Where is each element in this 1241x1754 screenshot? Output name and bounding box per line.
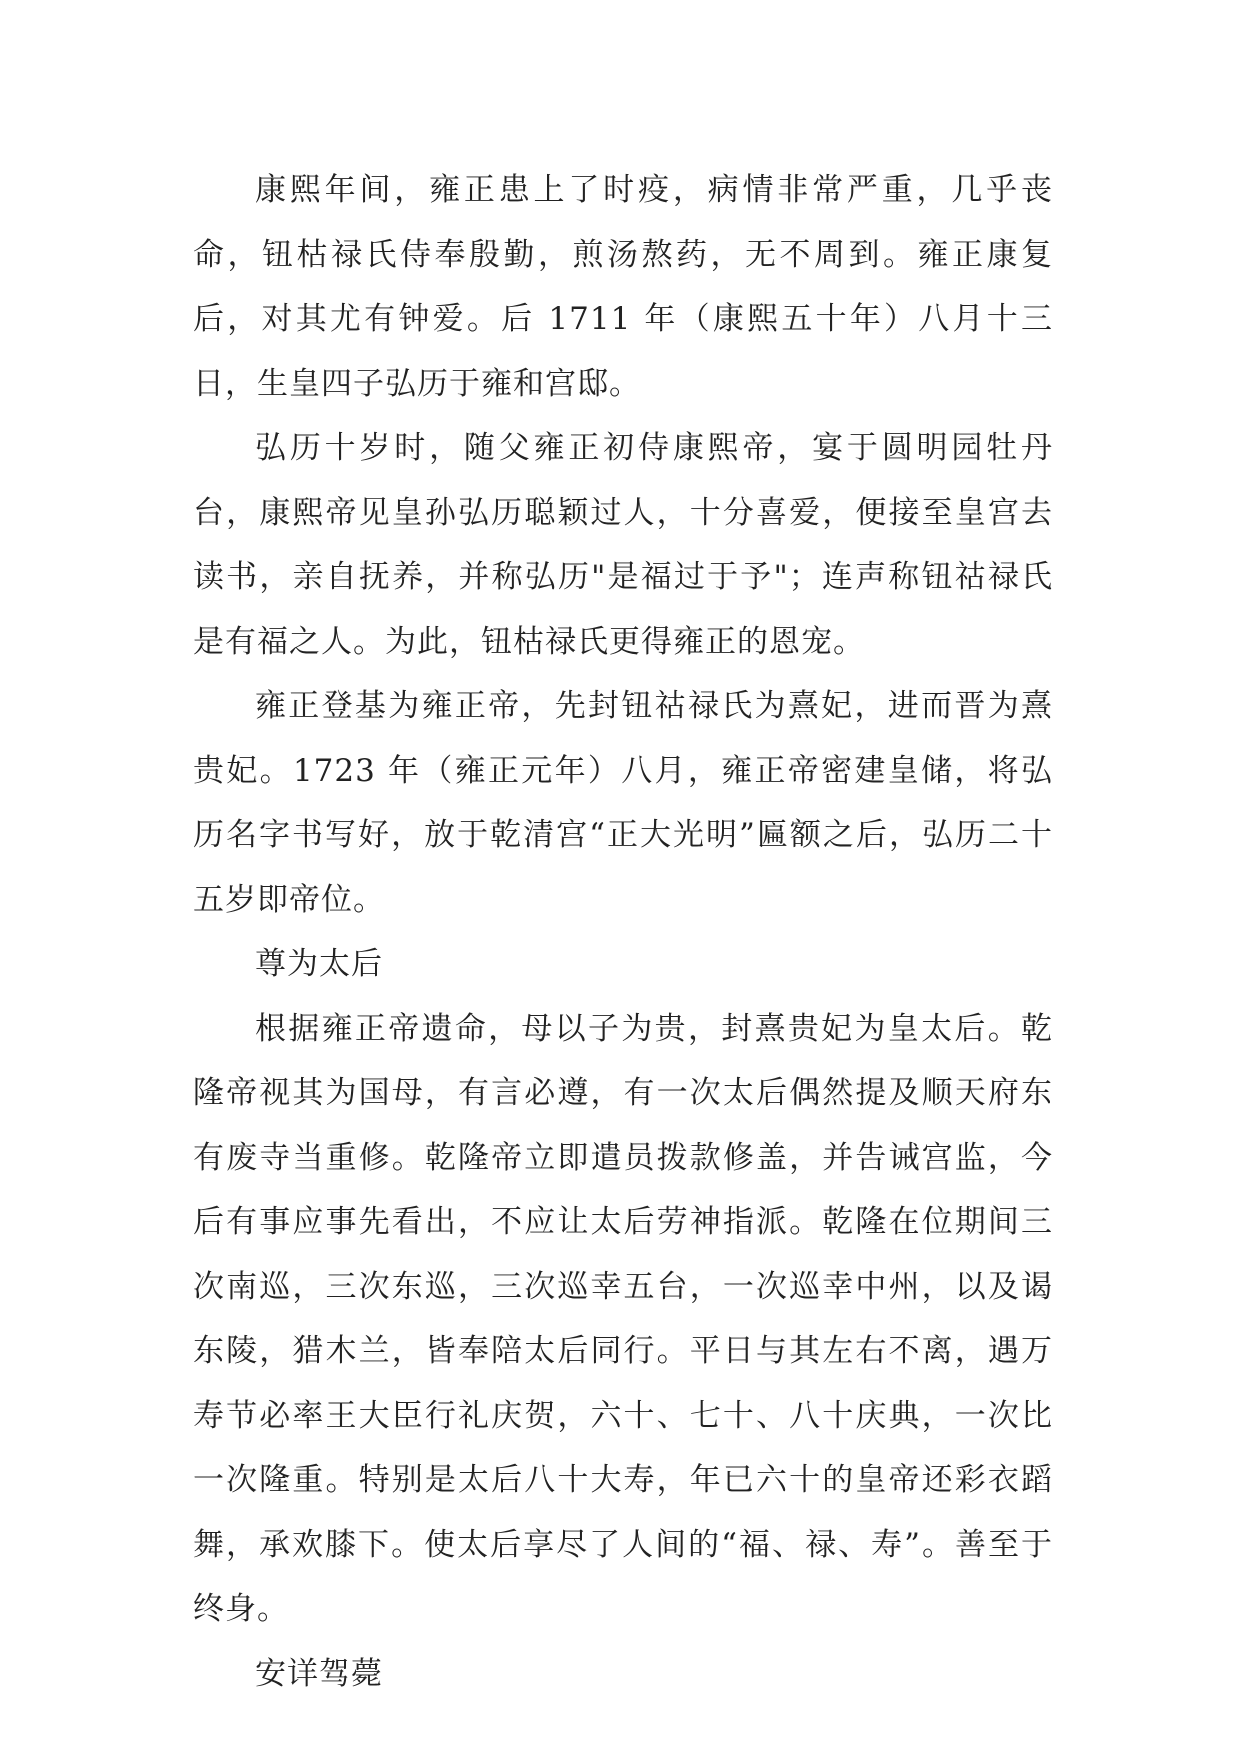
section-heading-1: 尊为太后: [255, 946, 383, 982]
document-body: [193, 158, 1053, 1706]
paragraph-2: 弘历十岁时，随父雍正初侍康熙帝，宴于圆明园牡丹台，康熙帝见皇孙弘历聪颖过人，十分喜爱，便接至皇宫去读书，亲自抚养，并称弘历"是福过于予"；连声称钮祜禄氏是有福之人。为此，钮枯禄氏更得雍正的恩宠。: [193, 430, 1053, 660]
section-heading-2: 安详驾薨: [255, 1655, 383, 1692]
paragraph-1: 康熙年间，雍正患上了时疫，病情非常严重，几乎丧命，钮枯禄氏侍奉殷勤，煎汤熬药，无不周到。雍正康复后，对其尤有钟爱。后 1711 年（康熙五十年）八月十三日，生皇四子弘历于雍和宫邸。: [193, 172, 1053, 402]
paragraph-3: 雍正登基为雍正帝，先封钮祜禄氏为熹妃，进而晋为熹贵妃。1723 年（雍正元年）八月，雍正帝密建皇储，将弘历名字书写好，放于乾清宫“正大光明”匾额之后，弘历二十五岁即帝位。: [193, 688, 1053, 918]
paragraph-4: 根据雍正帝遗命，母以子为贵，封熹贵妃为皇太后。乾隆帝视其为国母，有言必遵，有一次太后偶然提及顺天府东有废寺当重修。乾隆帝立即遣员拨款修盖，并告诫宫监，今后有事应事先看出，不应让太后劳神指派。乾隆在位期间三次南巡，三次东巡，三次巡幸五台，一次巡幸中州，以及谒东陵，猎木兰，皆奉陪太后同行。平日与其左右不离，遇万寿节必率王大臣行礼庆贺，六十、七十、八十庆典，一次比一次隆重。特别是太后八十大寿，年已六十的皇帝还彩衣蹈舞，承欢膝下。使太后享尽了人间的“福、禄、寿”。善至于终身。: [193, 1010, 1053, 1627]
